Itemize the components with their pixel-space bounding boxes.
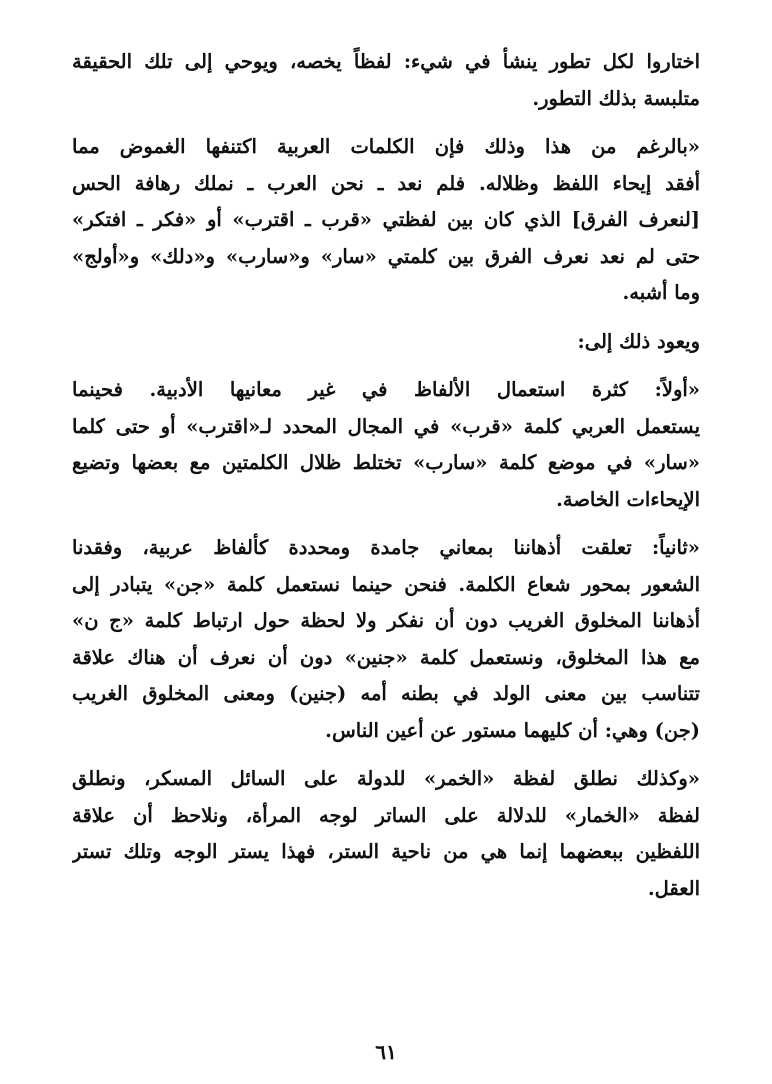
text-line: «أولاً: كثرة استعمال الألفاظ في غير معانيها الأدبية. فحينما [72,378,700,401]
text-line: الإيحاءات الخاصة. [556,487,700,511]
text-line: «ثانياً: تعلقت أذهاننا بمعاني جامدة ومحددة كألفاظ عربية، وفقدنا [72,536,700,559]
paragraph-4 [72,372,700,518]
text-line: وما أشبه. [622,281,700,304]
text-line: تتناسب بين معنى الولد في بطنه أمه (جنين) ومعنى المخلوق الغريب [72,682,700,705]
paragraph-6 [72,761,700,907]
text-line: اختاروا لكل تطور ينشأ في شيء: لفظاً يخصه، ويوحي إلى تلك الحقيقة [72,50,700,73]
paragraph-5 [72,530,700,749]
text-line: متلبسة بذلك التطور. [532,86,700,110]
text-line: اللفظين ببعضهما إنما هي من ناحية الستر، فهذا يستر الوجه وتلك تستر [72,840,700,863]
paragraph-1 [72,44,700,117]
text-line: حتى لم نعد نعرف الفرق بين كلمتي «سار» و«سارب» و«دلك» و«أولج» [72,244,700,268]
text-line: مع هذا المخلوق، ونستعمل كلمة «جنين» دون أن نعرف أن هناك علاقة [72,645,700,669]
page-number: ٦١ [375,1040,397,1064]
text-line: «وكذلك نطلق لفظة «الخمر» للدولة على السائل المسكر، ونطلق [72,767,700,790]
text-line: أذهاننا المخلوق الغريب دون أن نفكر ولا لحظة حول ارتباط كلمة «ج ن» [72,609,700,632]
page-body [72,44,700,919]
text-line: ويعود ذلك إلى: [577,329,700,353]
text-line: العقل. [647,876,700,900]
text-line: أفقد إيحاء اللفظ وظلاله. فلم نعد ـ نحن العرب ـ نملك رهافة الحس [72,171,700,195]
text-line: (جن) وهي: أن كليهما مستور عن أعين الناس. [325,718,700,742]
paragraph-2 [72,129,700,312]
text-line: الشعور بمحور شعاع الكلمة. فنحن حينما نستعمل كلمة «جن» يتبادر إلى [72,572,700,596]
text-line: «بالرغم من هذا وذلك فإن الكلمات العربية اكتنفها الغموض مما [72,135,700,158]
text-line: [لنعرف الفرق] الذي كان بين لفظتي «قرب ـ اقترب» أو «فكر ـ افتكر» [72,208,700,231]
text-line: يستعمل العربي كلمة «قرب» في المجال المحدد لـ«اقترب» أو حتى كلما [72,414,700,438]
text-line: لفظة «الخمار» للدلالة على الساتر لوجه المرأة، ونلاحظ أن علاقة [72,803,700,827]
paragraph-3 [72,324,700,361]
text-line: «سار» في موضع كلمة «سارب» تختلط ظلال الكلمتين مع بعضها وتضيع [72,451,700,474]
